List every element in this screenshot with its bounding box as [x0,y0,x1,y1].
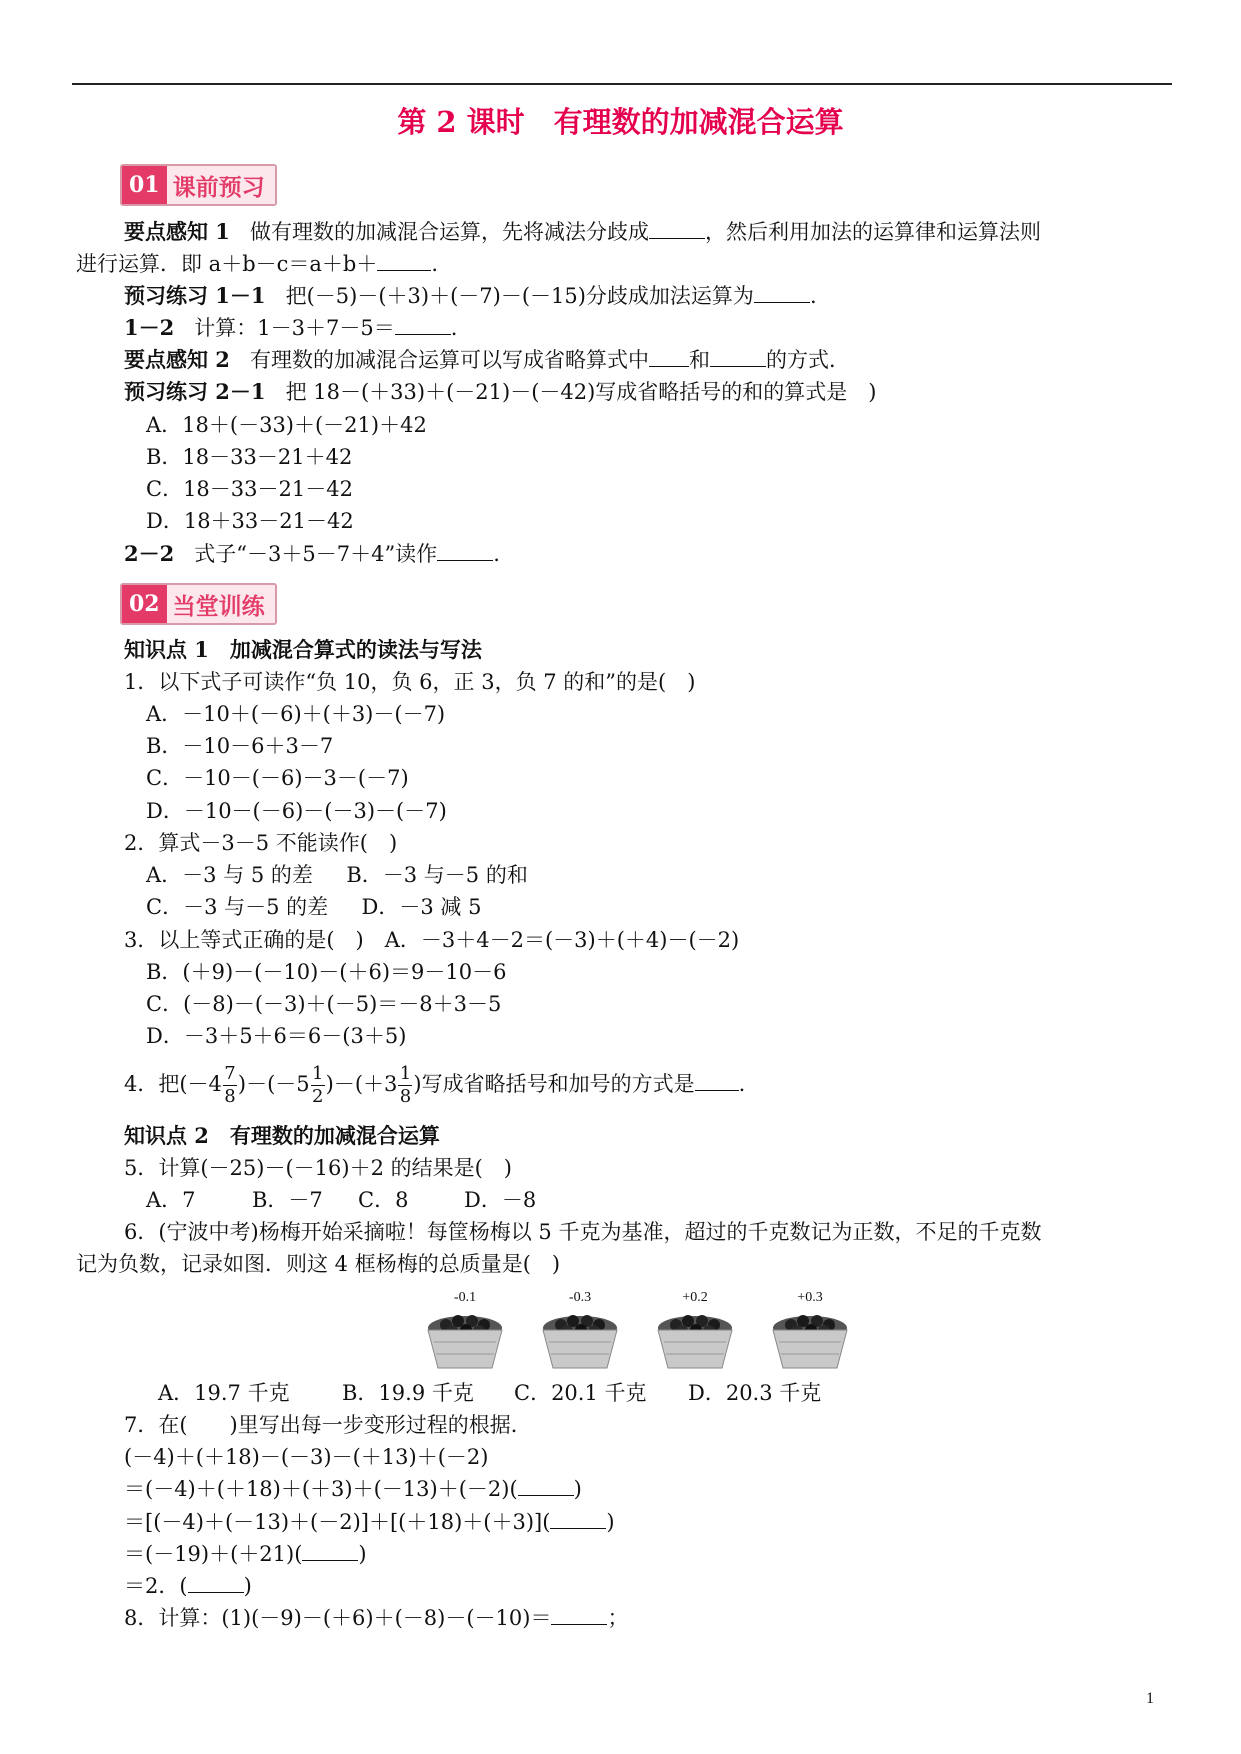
answer-blank[interactable] [437,540,493,561]
question-8 [124,1603,628,1633]
practice-2-2-text: 式子“－3＋5－7＋4”读作 [194,542,438,566]
fraction [223,1063,237,1109]
practice-1-2 [124,313,457,343]
section-number: 01 [122,166,167,204]
q7-step-text: ＝[(－4)＋(－13)＋(－2)]＋[(＋18)＋(＋3)]( [124,1510,551,1534]
numerator: 1 [399,1062,412,1084]
question-3: 3．以上等式正确的是( ) A．－3＋4－2＝(－3)＋(＋4)－(－2) [124,928,740,952]
option-c[interactable]: C．18－33－21－42 [146,477,353,501]
period: . [738,1072,746,1096]
answer-blank[interactable] [188,1572,244,1593]
question-6-line2: 记为负数，记录如图．则这 4 框杨梅的总质量是( ) [76,1252,561,1276]
practice-1-2-heading: 1－2 [124,315,175,340]
basket-3 [650,1290,740,1374]
basket-1 [420,1290,510,1374]
key-point-2-and: 和 [688,348,710,372]
period: . [431,252,439,276]
q5-option-d[interactable]: D．－8 [464,1188,537,1212]
semicolon: ； [607,1606,629,1630]
q7-step-text: ＝2．( [124,1574,188,1598]
q3-option-d[interactable]: D．－3＋5＋6＝6－(3＋5) [146,1024,407,1048]
question-1: 1．以下式子可读作“负 10，负 6，正 3，负 7 的和”的是( ) [124,670,696,694]
q4-text: )写成省略括号和加号的方式是 [413,1072,695,1096]
option-a[interactable]: A．18＋(－33)＋(－21)＋42 [146,413,427,437]
key-point-1-line2 [76,249,438,279]
knowledge-point-1-heading: 知识点 1 加减混合算式的读法与写法 [124,637,482,662]
q6-option-b[interactable]: B．19.9 千克 [342,1381,474,1405]
q1-option-b[interactable]: B．－10－6＋3－7 [146,734,334,758]
answer-blank[interactable] [550,1508,606,1529]
basket-2 [535,1290,625,1374]
answer-blank[interactable] [754,282,810,303]
period: . [493,542,500,566]
q4-text: )－(＋3 [325,1072,398,1096]
q6-options [158,1378,821,1408]
question-8-text: 8．计算：(1)(－9)－(＋6)＋(－8)－(－10)＝ [124,1606,552,1630]
section-label: 课前预习 [167,166,275,204]
q2-option-a[interactable]: A．－3 与 5 的差 [146,863,313,887]
option-b[interactable]: B．18－33－21＋42 [146,445,353,469]
basket-label: +0.3 [797,1290,823,1305]
key-point-1-text: 做有理数的加减混合运算，先将减法分歧成 [249,220,649,244]
q5-option-b[interactable]: B．－7 [252,1188,323,1212]
q4-text: 4．把(－4 [124,1072,222,1096]
denominator: 8 [224,1086,236,1108]
answer-blank[interactable] [395,314,451,335]
section-badge-preview [120,164,277,206]
q3-option-c[interactable]: C．(－8)－(－3)＋(－5)＝－8＋3－5 [146,992,502,1016]
close-paren: ) [573,1477,582,1501]
q2-option-d[interactable]: D．－3 减 5 [361,895,482,919]
q2-options-row-2 [146,892,481,922]
basket-icon [769,1310,851,1372]
q2-option-c[interactable]: C．－3 与－5 的差 [146,895,329,919]
practice-2-2 [124,539,500,569]
basket-label: +0.2 [682,1290,708,1305]
question-6-line1: 6．(宁波中考)杨梅开始采摘啦！每筐杨梅以 5 千克为基准，超过的千克数记为正数，不足的千克数 [124,1220,1042,1244]
q2-options-row-1 [146,860,528,890]
close-paren: ) [606,1510,615,1534]
q7-step-2 [124,1507,615,1537]
answer-blank[interactable] [695,1070,739,1091]
key-point-1-formula: 进行运算．即 a＋b－c＝a＋b＋ [76,252,378,276]
q6-option-d[interactable]: D．20.3 千克 [688,1381,822,1405]
basket-icon [424,1310,506,1372]
key-point-2-end: 的方式． [765,348,850,372]
q1-option-a[interactable]: A．－10＋(－6)＋(＋3)－(－7) [146,702,446,726]
basket-label: -0.1 [453,1290,477,1305]
answer-blank[interactable] [377,250,431,271]
page-title: 第 2 课时 有理数的加减混合运算 [397,105,844,139]
q5-option-a[interactable]: A．7 [146,1188,196,1212]
fraction [311,1063,325,1109]
period: . [809,284,817,308]
basket-label: -0.3 [568,1290,592,1305]
key-point-2-heading: 要点感知 2 [124,347,230,372]
basket-icon [654,1310,736,1372]
option-d[interactable]: D．18＋33－21－42 [146,509,354,533]
key-point-1-heading: 要点感知 1 [124,219,230,244]
denominator: 8 [399,1086,412,1108]
numerator: 7 [224,1062,236,1084]
answer-blank[interactable] [518,1475,574,1496]
key-point-2 [124,345,850,375]
practice-1-1-heading: 预习练习 1－1 [124,283,266,308]
section-badge-practice [120,583,277,625]
question-2: 2．算式－3－5 不能读作( ) [124,831,398,855]
q6-option-c[interactable]: C．20.1 千克 [514,1381,647,1405]
denominator: 2 [311,1086,324,1108]
basket-4 [765,1290,855,1374]
numerator: 1 [311,1062,324,1084]
key-point-2-text: 有理数的加减混合运算可以写成省略算式中 [249,348,649,372]
page-number: 1 [1146,1690,1154,1707]
q7-step-text: ＝(－19)＋(＋21)( [124,1542,303,1566]
answer-blank[interactable] [551,1604,607,1625]
practice-2-2-heading: 2－2 [124,541,175,566]
period: . [450,316,458,340]
close-paren: ) [358,1542,367,1566]
q1-option-d[interactable]: D．－10－(－6)－(－3)－(－7) [146,799,447,823]
q4-text: )－(－5 [237,1072,310,1096]
answer-blank[interactable] [710,346,766,367]
question-5: 5．计算(－25)－(－16)＋2 的结果是( ) [124,1156,512,1180]
header-rule [72,83,1172,85]
basket-icon [539,1310,621,1372]
key-point-1 [124,217,1041,247]
key-point-1-text-cont: ，然后利用加法的运算律和运算法则 [704,220,1041,244]
q3-option-b[interactable]: B．(＋9)－(－10)－(＋6)＝9－10－6 [146,960,507,984]
knowledge-point-2-heading: 知识点 2 有理数的加减混合运算 [124,1123,440,1148]
section-number: 02 [122,585,167,623]
answer-blank[interactable] [302,1540,358,1561]
q7-step-4 [124,1571,252,1601]
question-4 [124,1062,745,1108]
q2-option-b[interactable]: B．－3 与－5 的和 [346,863,528,887]
close-paren: ) [243,1574,252,1598]
q7-step-1 [124,1474,582,1504]
q5-options [146,1185,536,1215]
practice-2-1-heading: 预习练习 2－1 [124,379,266,404]
answer-blank[interactable] [649,218,705,239]
q7-step-text: ＝(－4)＋(＋18)＋(＋3)＋(－13)＋(－2)( [124,1477,518,1501]
practice-1-1-text: 把(－5)－(＋3)＋(－7)－(－15)分歧成加法运算为 [285,284,754,308]
basket-figure [420,1290,860,1374]
question-7: 7．在( )里写出每一步变形过程的根据． [124,1413,532,1437]
section-label: 当堂训练 [167,585,275,623]
q7-step-0: (－4)＋(＋18)－(－3)－(＋13)＋(－2) [124,1445,489,1469]
practice-2-1 [124,377,877,407]
practice-1-1 [124,281,817,311]
q1-option-c[interactable]: C．－10－(－6)－3－(－7) [146,766,409,790]
practice-2-1-text: 把 18－(＋33)＋(－21)－(－42)写成省略括号的和的算式是 ) [285,380,877,404]
fraction [398,1063,412,1109]
q7-step-3 [124,1539,367,1569]
q6-option-a[interactable]: A．19.7 千克 [158,1381,290,1405]
practice-1-2-text: 计算：1－3＋7－5＝ [194,316,395,340]
answer-blank[interactable] [649,346,689,367]
q5-option-c[interactable]: C．8 [358,1188,409,1212]
